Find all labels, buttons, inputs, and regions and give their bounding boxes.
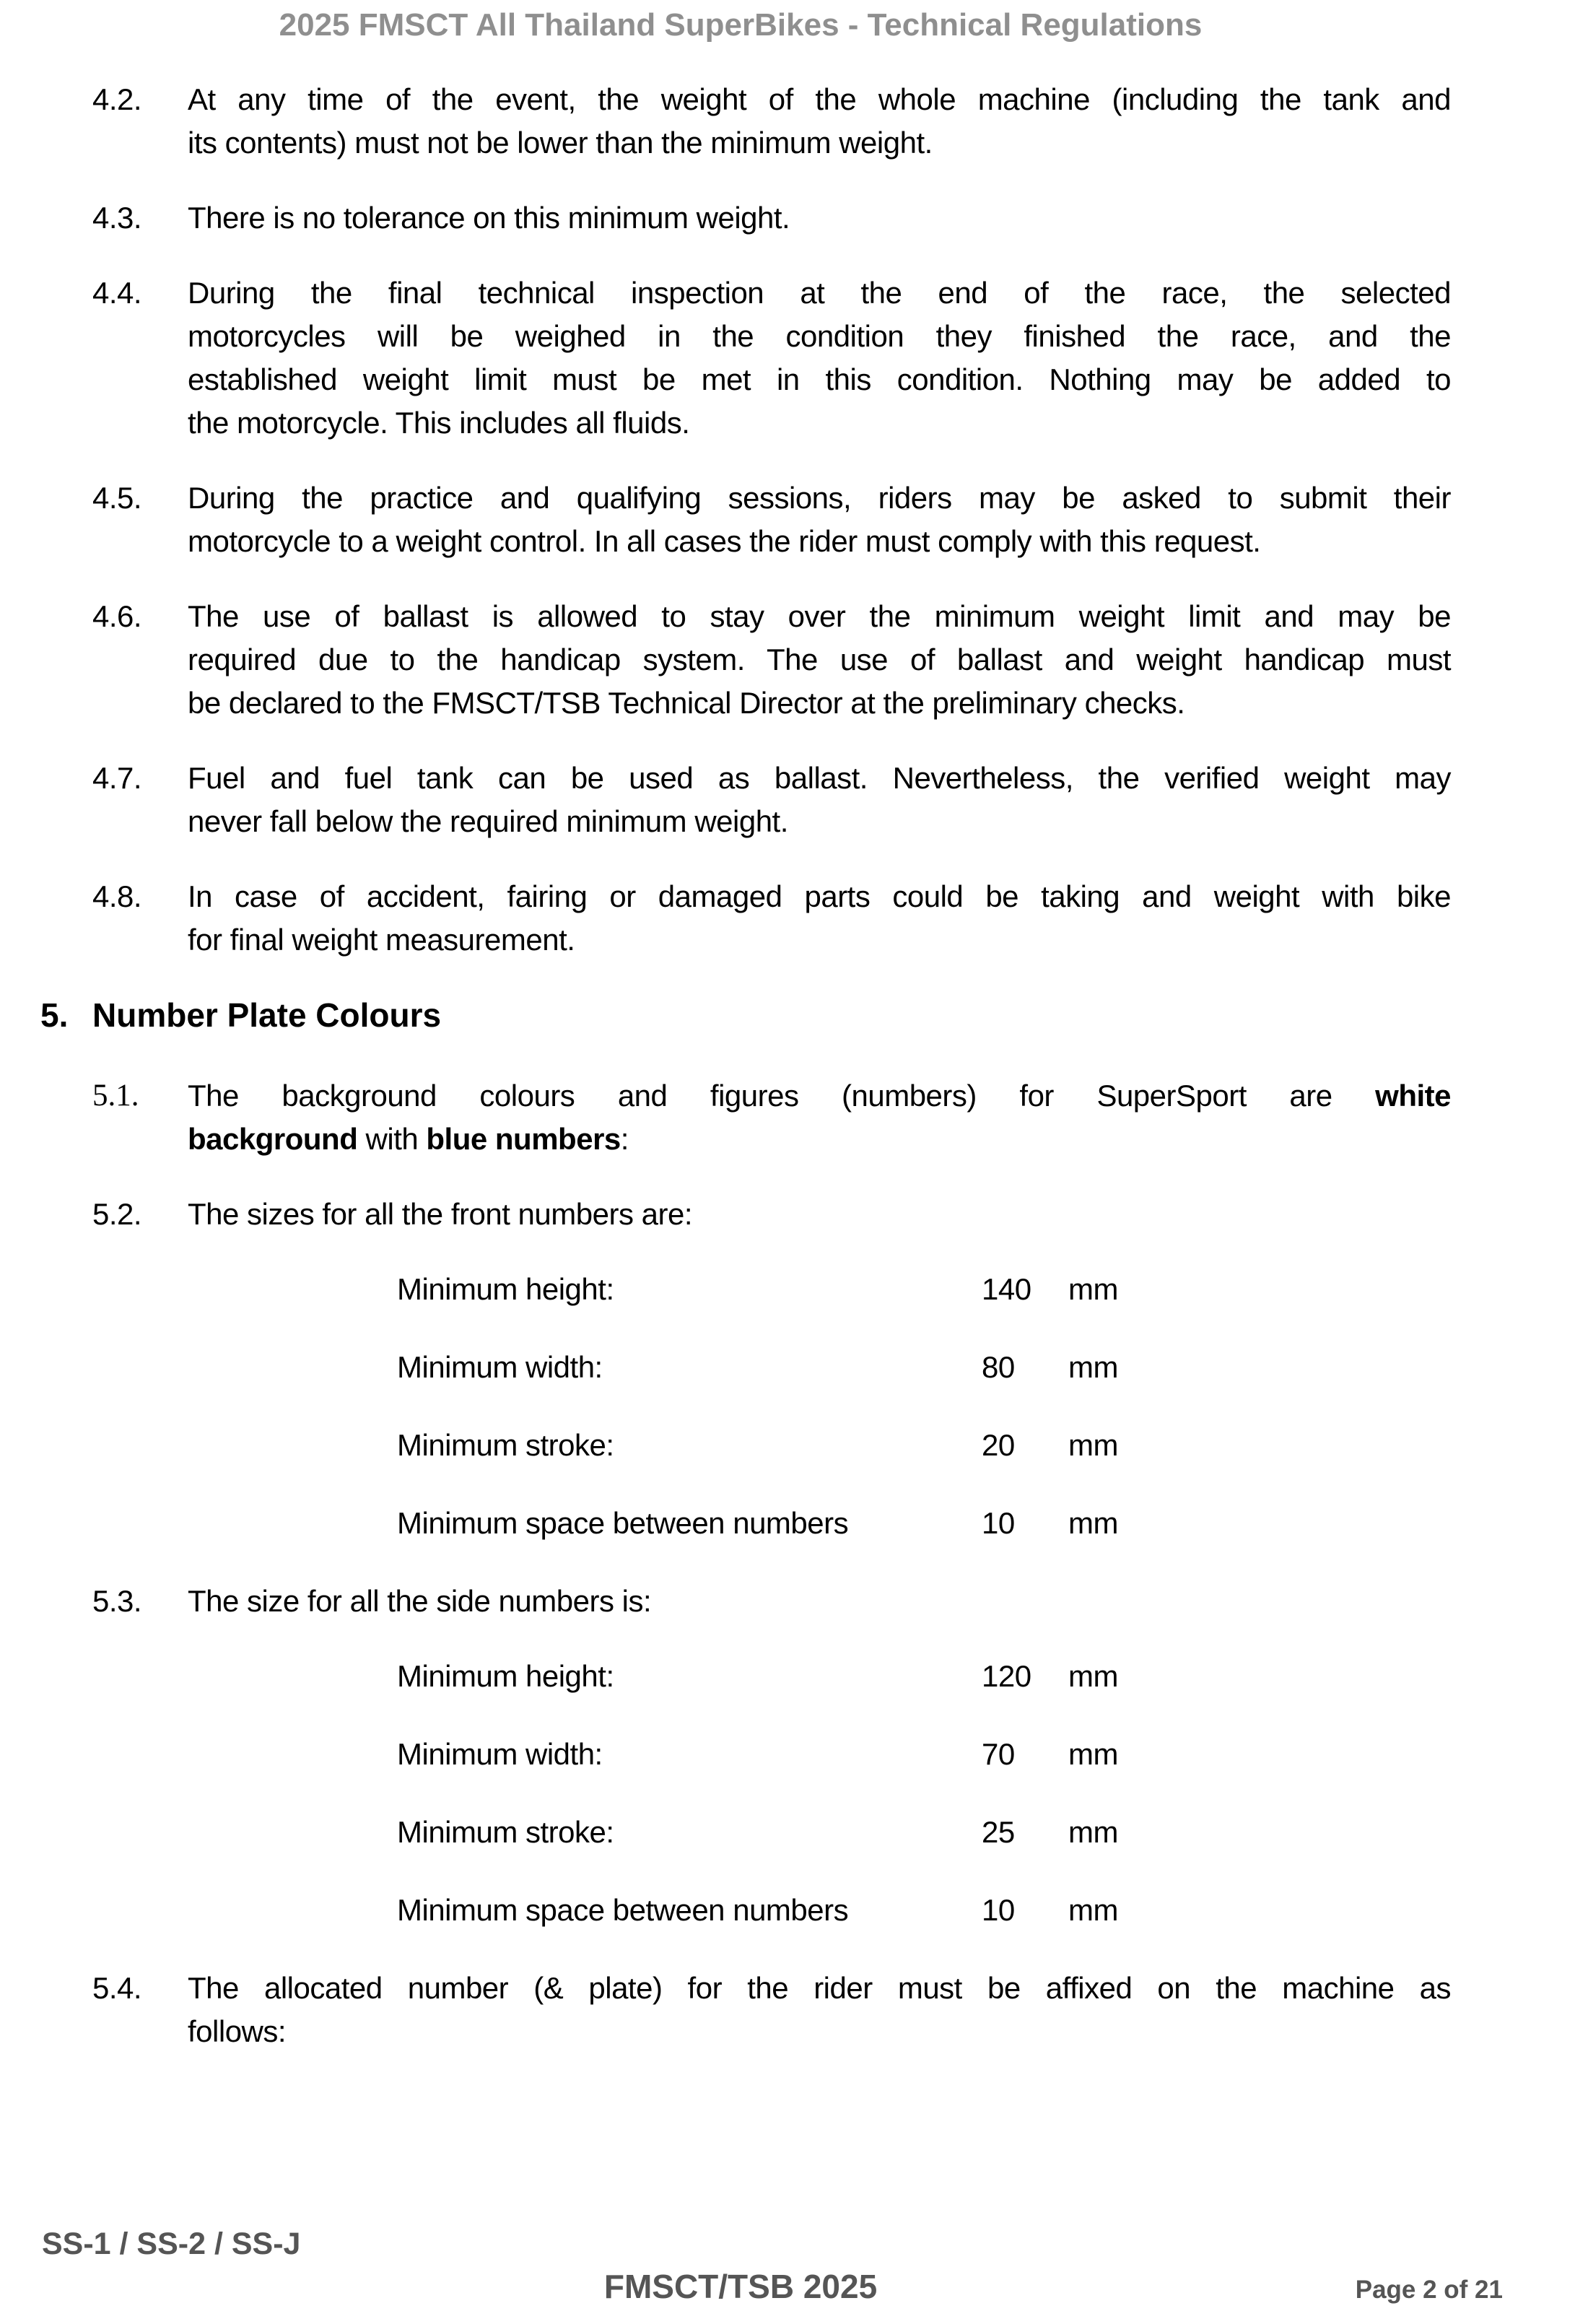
paragraph-line bbox=[188, 800, 1451, 843]
section-4.4 bbox=[92, 271, 1451, 445]
section-number: 4.8. bbox=[92, 879, 142, 913]
size-unit: mm bbox=[1068, 1506, 1118, 1540]
size-row bbox=[397, 1889, 1451, 1932]
size-unit: mm bbox=[1068, 1659, 1118, 1693]
footer-page-number: Page 2 of 21 bbox=[1355, 2276, 1503, 2304]
text-run: During the final technical inspection at the end of the race, the selected bbox=[188, 276, 1451, 310]
paragraph-text bbox=[188, 271, 1451, 445]
text-run: In case of accident, fairing or damaged parts could be taking and weight with bike bbox=[188, 879, 1451, 913]
size-unit: mm bbox=[1068, 1272, 1118, 1306]
paragraph-line bbox=[188, 358, 1451, 401]
size-row bbox=[397, 1733, 1451, 1776]
text-run: required due to the handicap system. The use of ballast and weight handicap must bbox=[188, 643, 1451, 676]
section-4.5 bbox=[92, 476, 1451, 563]
paragraph-text bbox=[188, 1074, 1451, 1161]
size-label: Minimum space between numbers bbox=[397, 1506, 849, 1540]
size-value: 70 bbox=[982, 1737, 1015, 1771]
section-4.2 bbox=[92, 78, 1451, 165]
paragraph-line bbox=[188, 682, 1451, 725]
size-value: 20 bbox=[982, 1428, 1015, 1462]
size-value: 80 bbox=[982, 1350, 1015, 1384]
paragraph-text bbox=[188, 875, 1451, 962]
text-run: The background colours and figures (numbers) for SuperSport are bbox=[188, 1079, 1376, 1113]
size-label: Minimum width: bbox=[397, 1737, 603, 1771]
paragraph-line bbox=[188, 1967, 1451, 2010]
section-4.3 bbox=[92, 196, 1451, 240]
text-run: with bbox=[357, 1122, 427, 1156]
paragraph-text bbox=[188, 1967, 1451, 2053]
section-5.1 bbox=[92, 1074, 1451, 1161]
size-value: 120 bbox=[982, 1659, 1031, 1693]
size-label: Minimum width: bbox=[397, 1350, 603, 1384]
size-label: Minimum stroke: bbox=[397, 1815, 614, 1849]
section-5.4 bbox=[92, 1967, 1451, 2053]
section-number: 4.2. bbox=[92, 82, 142, 116]
bold-text-run: blue numbers bbox=[426, 1122, 621, 1156]
size-unit: mm bbox=[1068, 1815, 1118, 1849]
paragraph-line bbox=[188, 196, 1451, 240]
size-value: 140 bbox=[982, 1272, 1031, 1306]
section-number: 4.5. bbox=[92, 481, 142, 515]
size-label: Minimum space between numbers bbox=[397, 1893, 849, 1927]
size-row bbox=[397, 1424, 1451, 1467]
paragraph-line bbox=[188, 875, 1451, 918]
size-value: 10 bbox=[982, 1506, 1015, 1540]
text-run: : bbox=[620, 1122, 629, 1156]
bold-text-run: white bbox=[1375, 1079, 1451, 1113]
size-label: Minimum height: bbox=[397, 1659, 614, 1693]
section-4.7 bbox=[92, 757, 1451, 843]
section-4.8 bbox=[92, 875, 1451, 962]
text-run: The allocated number (& plate) for the rider must be affixed on the machine as bbox=[188, 1971, 1451, 2005]
text-run: The sizes for all the front numbers are: bbox=[188, 1197, 692, 1231]
text-run: be declared to the FMSCT/TSB Technical Director at the preliminary checks. bbox=[188, 686, 1185, 720]
paragraph-line bbox=[188, 121, 1451, 165]
footer-org-year: FMSCT/TSB 2025 bbox=[603, 2268, 878, 2305]
paragraph-line bbox=[188, 78, 1451, 121]
section-number: 4.3. bbox=[92, 201, 142, 235]
size-list bbox=[92, 1268, 1451, 1545]
paragraph-line bbox=[188, 476, 1451, 520]
paragraph-text bbox=[188, 1193, 1451, 1236]
text-run: There is no tolerance on this minimum weight. bbox=[188, 201, 790, 235]
size-row bbox=[397, 1502, 1451, 1545]
section-number: 4.4. bbox=[92, 276, 142, 310]
section-heading-text: Number Plate Colours bbox=[92, 996, 442, 1034]
size-value: 10 bbox=[982, 1893, 1015, 1927]
document-body bbox=[0, 78, 1575, 2053]
paragraph-line bbox=[188, 2010, 1451, 2053]
paragraph-line bbox=[188, 401, 1451, 445]
paragraph-line bbox=[188, 757, 1451, 800]
paragraph-line bbox=[188, 1580, 1451, 1623]
size-label: Minimum stroke: bbox=[397, 1428, 614, 1462]
text-run: the motorcycle. This includes all fluids. bbox=[188, 406, 690, 440]
text-run: motorcycle to a weight control. In all cases the rider must comply with this request. bbox=[188, 524, 1261, 558]
text-run: During the practice and qualifying sessions, riders may be asked to submit their bbox=[188, 481, 1451, 515]
text-run: motorcycles will be weighed in the condition they finished the race, and the bbox=[188, 319, 1451, 353]
section-number: 5.4. bbox=[92, 1971, 142, 2005]
size-unit: mm bbox=[1068, 1428, 1118, 1462]
section-number: 5.2. bbox=[92, 1197, 142, 1231]
paragraph-line bbox=[188, 595, 1451, 638]
size-label: Minimum height: bbox=[397, 1272, 614, 1306]
size-unit: mm bbox=[1068, 1893, 1118, 1927]
paragraph-text bbox=[188, 757, 1451, 843]
section-5.2 bbox=[92, 1193, 1451, 1236]
size-row bbox=[397, 1346, 1451, 1389]
section-number: 4.7. bbox=[92, 761, 142, 795]
paragraph-line bbox=[188, 271, 1451, 315]
size-row bbox=[397, 1811, 1451, 1854]
paragraph-line bbox=[188, 918, 1451, 962]
text-run: The use of ballast is allowed to stay over the minimum weight limit and may be bbox=[188, 599, 1451, 633]
section-5.3 bbox=[92, 1580, 1451, 1623]
size-row bbox=[397, 1655, 1451, 1698]
text-run: follows: bbox=[188, 2014, 287, 2048]
text-run: At any time of the event, the weight of the whole machine (including the tank and bbox=[188, 82, 1451, 116]
section-number: 4.6. bbox=[92, 599, 142, 633]
size-unit: mm bbox=[1068, 1350, 1118, 1384]
document-title: 2025 FMSCT All Thailand SuperBikes - Technical Regulations bbox=[279, 7, 1203, 43]
section-number: 5.3. bbox=[92, 1584, 142, 1618]
paragraph-line bbox=[188, 1118, 1451, 1161]
text-run: The size for all the side numbers is: bbox=[188, 1584, 652, 1618]
footer-class-codes: SS-1 / SS-2 / SS-J bbox=[42, 2227, 301, 2261]
paragraph-text bbox=[188, 595, 1451, 725]
size-list bbox=[92, 1655, 1451, 1932]
text-run: established weight limit must be met in this condition. Nothing may be added to bbox=[188, 362, 1451, 396]
paragraph-line bbox=[188, 315, 1451, 358]
size-value: 25 bbox=[982, 1815, 1015, 1849]
paragraph-line bbox=[188, 1074, 1451, 1118]
paragraph-line bbox=[188, 638, 1451, 682]
size-unit: mm bbox=[1068, 1737, 1118, 1771]
size-row bbox=[397, 1268, 1451, 1311]
bold-text-run: background bbox=[188, 1122, 358, 1156]
text-run: never fall below the required minimum weight. bbox=[188, 804, 788, 838]
paragraph-text bbox=[188, 78, 1451, 165]
text-run: its contents) must not be lower than the minimum weight. bbox=[188, 126, 933, 160]
text-run: Fuel and fuel tank can be used as ballast. Nevertheless, the verified weight may bbox=[188, 761, 1451, 795]
text-run: for final weight measurement. bbox=[188, 923, 575, 957]
paragraph-text bbox=[188, 196, 1451, 240]
section-number: 5.1. bbox=[92, 1079, 139, 1113]
paragraph-line bbox=[188, 1193, 1451, 1236]
paragraph-text bbox=[188, 476, 1451, 563]
section-4.6 bbox=[92, 595, 1451, 725]
section-number: 5. bbox=[40, 996, 69, 1034]
section-heading-5 bbox=[40, 993, 1451, 1037]
paragraph-text bbox=[188, 1580, 1451, 1623]
paragraph-line bbox=[188, 520, 1451, 563]
